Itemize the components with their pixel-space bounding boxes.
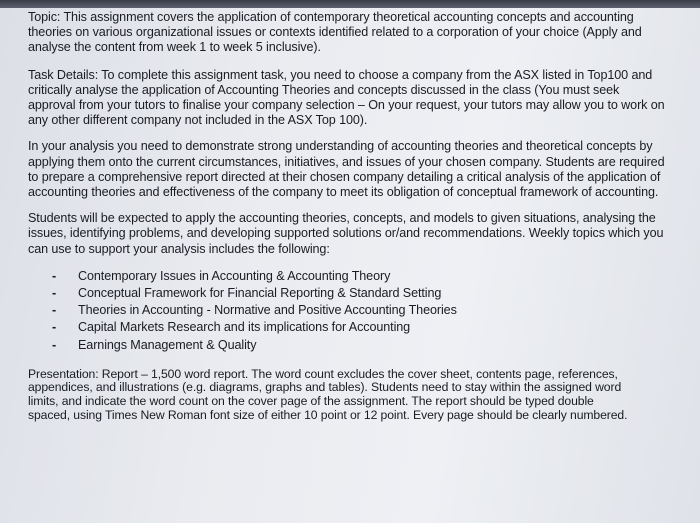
- task-details-paragraph: Task Details: To complete this assignment task, you need to choose a company from the ASX listed in Top100 and critically analyse the application of Accounting Theories and concepts discussed in the class (You must seek approval from your tutors to finalise your company selection – On your request, your tutors may allow you to work on any other different company not included in the ASX Top 100).: [28, 67, 665, 128]
- bullet-dash: -: [52, 303, 57, 318]
- screen-bezel: [0, 0, 700, 8]
- list-item: [50, 337, 668, 354]
- assignment-brief: [28, 10, 668, 433]
- expectations-paragraph: Students will be expected to apply the accounting theories, concepts, and models to given situations, analysing the issues, identifying problems, and developing supported solutions or/and recommendations. Weekly topics which you can use to support your analysis includes the following:: [28, 211, 664, 256]
- bullet-dash: -: [52, 320, 57, 335]
- topic-label: Conceptual Framework for Financial Reporting & Standard Setting: [78, 286, 442, 301]
- bullet-dash: -: [52, 337, 57, 352]
- topic-label: Contemporary Issues in Accounting & Accounting Theory: [78, 268, 391, 283]
- topic-paragraph: Topic: This assignment covers the application of contemporary theoretical accounting concepts and accounting theories on various organizational issues or contexts identified related to a corporation of your choice (Apply and analyse the content from week 1 to week 5 inclusive).: [28, 10, 642, 55]
- presentation-paragraph: Presentation: Report – 1,500 word report. The word count excludes the cover sheet, contents page, references, appendices, and illustrations (e.g. diagrams, graphs and tables). Students need to stay within the assigned word limits, and indicate the word count on the cover page of the assignment. The report should be typed double spaced, using Times New Roman font size of either 10 point or 12 point. Every page should be clearly numbered.: [28, 366, 628, 422]
- topic-label: Capital Markets Research and its implications for Accounting: [78, 320, 411, 335]
- list-item: [50, 319, 668, 336]
- analysis-paragraph: In your analysis you need to demonstrate strong understanding of accounting theories and theoretical concepts by applying them onto the current circumstances, initiatives, and issues of your chosen company. Students are required to prepare a comprehensive report directed at their chosen company detailing a critical analysis of the application of accounting theories and effectiveness of the company to meet its obligation of conceptual framework of accounting.: [28, 139, 665, 200]
- bullet-dash: -: [52, 286, 57, 301]
- list-item: [50, 302, 668, 319]
- list-item: [50, 268, 668, 285]
- topic-label: Earnings Management & Quality: [78, 337, 257, 352]
- weekly-topics-list: [50, 268, 668, 354]
- bullet-dash: -: [52, 268, 57, 283]
- list-item: [50, 285, 668, 302]
- topic-label: Theories in Accounting - Normative and Positive Accounting Theories: [78, 303, 457, 318]
